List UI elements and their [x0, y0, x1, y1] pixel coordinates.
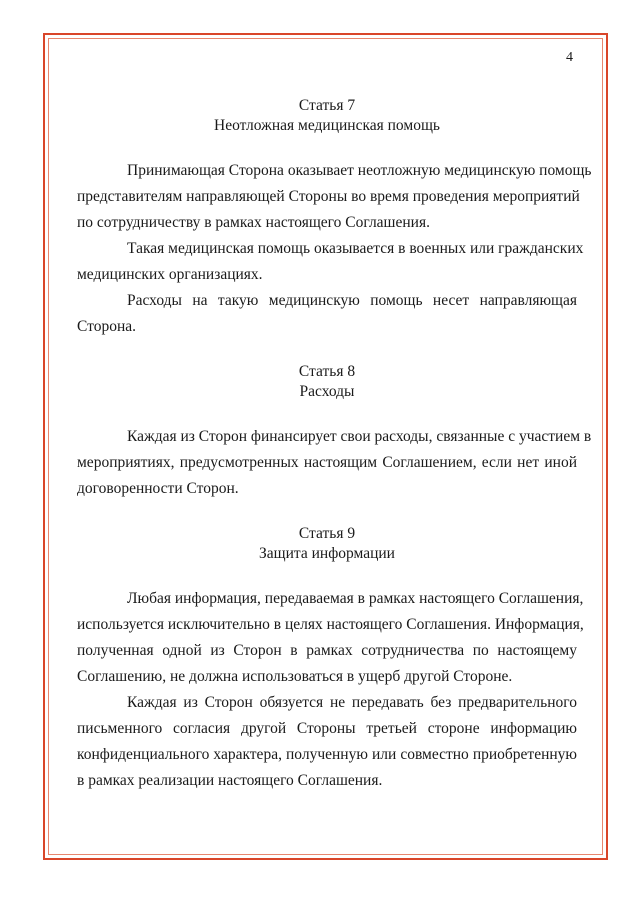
text-line: полученная одной из Сторон в рамках сотрудничества по настоящему — [77, 642, 577, 659]
text-line: Расходы на такую медицинскую помощь несет направляющая — [127, 292, 577, 309]
paragraph — [77, 288, 577, 340]
article-number: Статья 8 — [298, 363, 356, 380]
text-line: по сотрудничеству в рамках настоящего Соглашения. — [77, 214, 430, 231]
text-line: конфиденциального характера, полученную или совместно приобретенную — [77, 746, 577, 763]
article-9-heading — [77, 524, 577, 564]
paragraph — [77, 236, 584, 288]
text-line: Такая медицинская помощь оказывается в военных или гражданских — [127, 240, 584, 257]
paragraph — [77, 424, 592, 502]
text-line: Сторона. — [77, 318, 137, 335]
text-line: мероприятиях, предусмотренных настоящим Соглашением, если нет иной — [77, 454, 577, 471]
text-line: письменного согласия другой Стороны третьей стороне информацию — [77, 720, 577, 737]
text-line: используется исключительно в целях настоящего Соглашения. Информация, — [77, 616, 584, 633]
text-line: Соглашению, не должна использоваться в ущерб другой Стороне. — [77, 668, 513, 685]
article-8-heading — [77, 362, 577, 402]
text-line: Любая информация, передаваемая в рамках настоящего Соглашения, — [127, 590, 584, 607]
document-body — [77, 96, 592, 794]
article-title: Расходы — [299, 383, 355, 400]
article-title: Неотложная медицинская помощь — [214, 117, 440, 134]
article-title: Защита информации — [259, 545, 395, 562]
article-number: Статья 9 — [298, 525, 356, 542]
page-number: 4 — [566, 50, 573, 65]
paragraph — [77, 690, 577, 794]
article-7-heading — [77, 96, 577, 136]
text-line: Принимающая Сторона оказывает неотложную медицинскую помощь — [127, 162, 592, 179]
paragraph — [77, 586, 584, 690]
text-line: Каждая из Сторон финансирует свои расходы, связанные с участием в — [127, 428, 592, 445]
text-line: договоренности Сторон. — [77, 480, 239, 497]
text-line: Каждая из Сторон обязуется не передавать без предварительного — [127, 694, 577, 711]
paragraph — [77, 158, 592, 236]
text-line: представителям направляющей Стороны во время проведения мероприятий — [77, 188, 580, 205]
text-line: в рамках реализации настоящего Соглашения. — [77, 772, 383, 789]
article-number: Статья 7 — [298, 97, 356, 114]
text-line: медицинских организациях. — [77, 266, 263, 283]
